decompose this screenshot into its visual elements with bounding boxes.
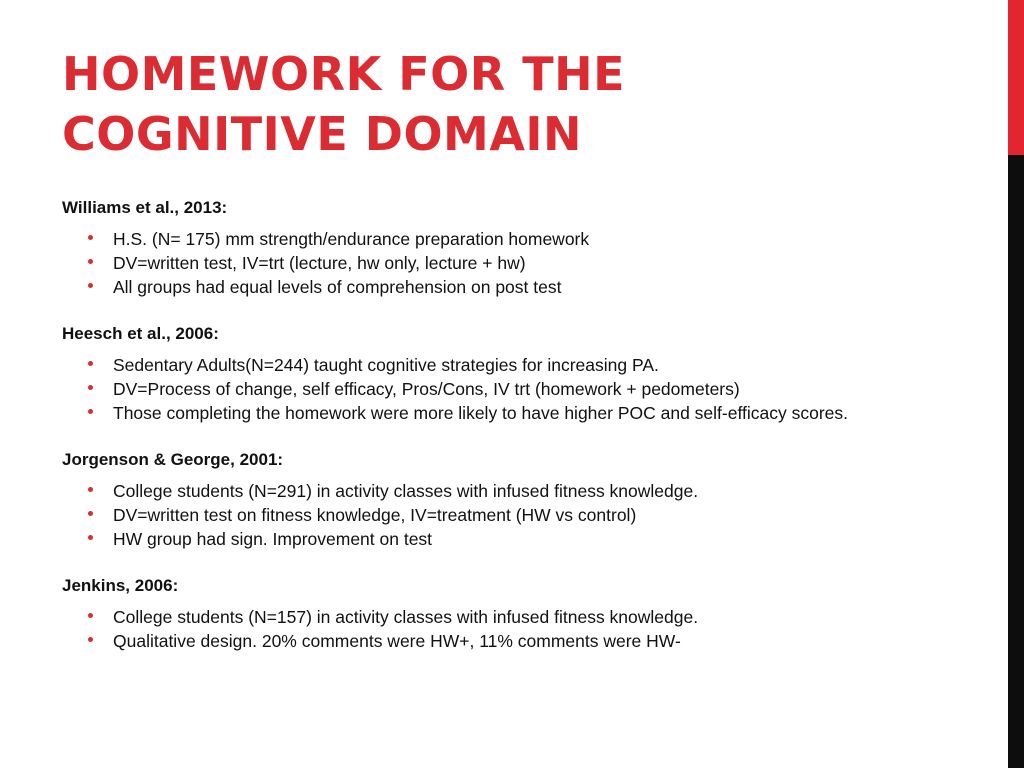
section-heading: Heesch et al., 2006: <box>62 324 219 343</box>
study-section-heesch <box>62 323 942 423</box>
slide-title-line-2: COGNITIVE DOMAIN <box>62 107 583 161</box>
bullet-text: DV=written test on fitness knowledge, IV=treatment (HW vs control) <box>113 505 637 525</box>
list-item <box>62 529 942 549</box>
bullet-text: All groups had equal levels of comprehension on post test <box>113 277 562 297</box>
accent-edge-bar-black <box>1008 155 1024 768</box>
bullet-dot-icon <box>88 259 93 264</box>
bullet-dot-icon <box>88 385 93 390</box>
list-item <box>62 631 942 651</box>
list-item <box>62 355 942 375</box>
list-item <box>62 253 942 273</box>
slide-title-line-1: HOMEWORK FOR THE <box>62 47 625 101</box>
list-item <box>62 229 942 249</box>
bullet-text: Those completing the homework were more likely to have higher POC and self-efficacy scores. <box>113 403 849 423</box>
bullet-dot-icon <box>88 283 93 288</box>
list-item <box>62 403 942 423</box>
bullet-dot-icon <box>88 535 93 540</box>
bullet-list <box>62 355 942 423</box>
bullet-text: Qualitative design. 20% comments were HW+, 11% comments were HW- <box>113 631 681 651</box>
study-section-jenkins <box>62 575 942 651</box>
list-item <box>62 505 942 525</box>
bullet-text: College students (N=291) in activity classes with infused fitness knowledge. <box>113 481 699 501</box>
bullet-text: DV=written test, IV=trt (lecture, hw only, lecture + hw) <box>113 253 526 273</box>
list-item <box>62 607 942 627</box>
bullet-list <box>62 481 942 549</box>
section-heading: Williams et al., 2013: <box>62 198 228 217</box>
bullet-dot-icon <box>88 511 93 516</box>
list-item <box>62 277 942 297</box>
bullet-text: Sedentary Adults(N=244) taught cognitive strategies for increasing PA. <box>113 355 659 375</box>
bullet-text: College students (N=157) in activity classes with infused fitness knowledge. <box>113 607 699 627</box>
study-section-williams <box>62 197 942 297</box>
bullet-dot-icon <box>88 487 93 492</box>
section-heading: Jorgenson & George, 2001: <box>62 450 284 469</box>
accent-edge-bar-red <box>1008 0 1024 155</box>
slide-title <box>62 44 962 164</box>
slide-body <box>62 197 942 677</box>
bullet-list <box>62 229 942 297</box>
bullet-text: HW group had sign. Improvement on test <box>113 529 433 549</box>
bullet-list <box>62 607 942 651</box>
bullet-dot-icon <box>88 613 93 618</box>
bullet-dot-icon <box>88 637 93 642</box>
study-section-jorgenson-george <box>62 449 942 549</box>
bullet-dot-icon <box>88 409 93 414</box>
list-item <box>62 481 942 501</box>
bullet-text: DV=Process of change, self efficacy, Pros/Cons, IV trt (homework + pedometers) <box>113 379 740 399</box>
list-item <box>62 379 942 399</box>
section-heading: Jenkins, 2006: <box>62 576 179 595</box>
bullet-dot-icon <box>88 235 93 240</box>
bullet-dot-icon <box>88 361 93 366</box>
bullet-text: H.S. (N= 175) mm strength/endurance preparation homework <box>113 229 590 249</box>
